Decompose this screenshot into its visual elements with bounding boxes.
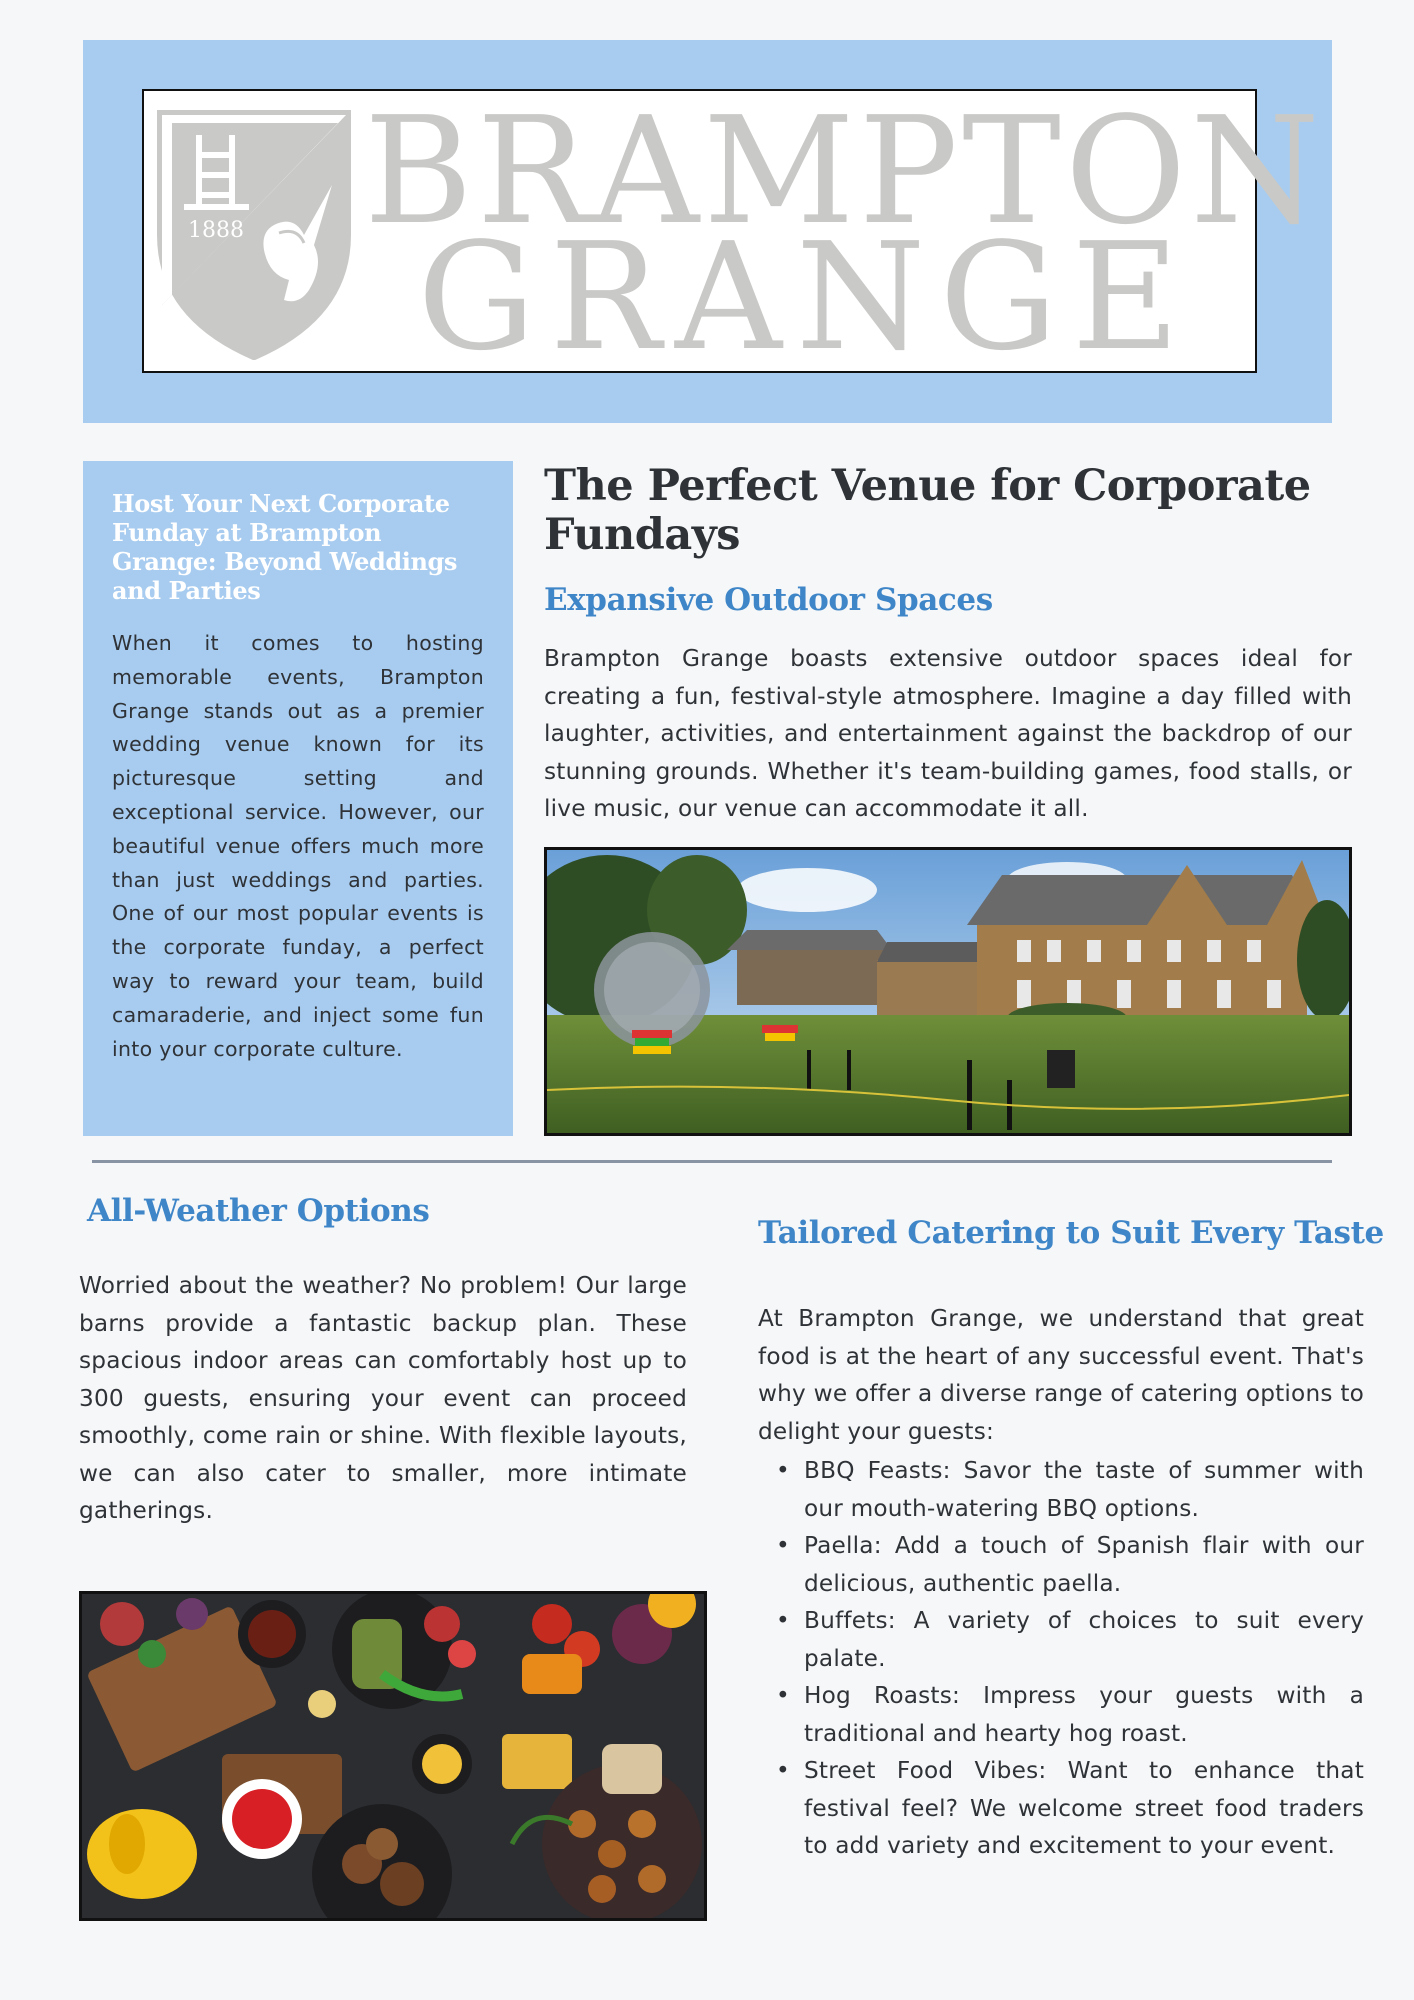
sidebar-title: Host Your Next Corporate Funday at Brampton Grange: Beyond Weddings and Parties [112,489,457,605]
logo-word-grange: GRANGE [417,211,1194,383]
bullet-icon: • [776,1532,790,1559]
bullet-icon: • [776,1607,790,1634]
outdoor-body: Brampton Grange boasts extensive outdoor spaces ideal for creating a fun, festival-style atmosphere. Imagine a day filled with laughter, activities, and entertainment against the backdrop of our stunning grounds. Whether it's team-building games, food stalls, or live music, our venue can accommodate it all. [544,645,1352,822]
logo-word-brampton: BRAMPTON [364,85,1324,257]
bbq-food-photo [79,1591,707,1921]
bullet-icon: • [776,1457,790,1484]
section-divider [92,1160,1332,1163]
shield-crest-icon [154,105,354,360]
venue-photo [544,847,1352,1136]
sidebar-intro-box [83,461,513,1136]
sidebar-body: When it comes to hosting memorable events, Brampton Grange stands out as a premier wedding venue known for its picturesque setting and exceptional service. However, our beautiful venue offers much more than just weddings and parties. One of our most popular events is the corporate funday, a perfect way to reward your team, build camaraderie, and inject some fun into your corporate culture. [112,631,484,1061]
bullet-icon: • [776,1757,790,1784]
page-title: The Perfect Venue for Corporate Fundays [544,461,1311,560]
list-item: • Hog Roasts: Impress your guests with a traditional and hearty hog roast. [758,1677,1364,1752]
list-item: • Street Food Vibes: Want to enhance that festival feel? We welcome street food traders to add variety and excitement to your event. [758,1752,1364,1865]
list-item: • Paella: Add a touch of Spanish flair with our delicious, authentic paella. [758,1527,1364,1602]
brampton-grange-logo [142,85,1324,383]
catering-section [758,1300,1364,1865]
weather-heading: All-Weather Options [87,1193,430,1229]
outdoor-heading: Expansive Outdoor Spaces [544,582,993,618]
catering-heading: Tailored Catering to Suit Every Taste [758,1215,1384,1251]
list-item: • Buffets: A variety of choices to suit every palate. [758,1602,1364,1677]
list-item: • BBQ Feasts: Savor the taste of summer with our mouth-watering BBQ options. [758,1452,1364,1527]
catering-list [758,1452,1364,1865]
catering-intro: At Brampton Grange, we understand that great food is at the heart of any successful event. That's why we offer a diverse range of catering options to delight your guests: [758,1305,1364,1445]
weather-body: Worried about the weather? No problem! Our large barns provide a fantastic backup plan. These spacious indoor areas can comfortably host up to 300 guests, ensuring your event can proceed smoothly, come rain or shine. With flexible layouts, we can also cater to smaller, more intimate gatherings. [79,1272,687,1524]
svg-text:1888: 1888 [188,218,244,243]
bullet-icon: • [776,1682,790,1709]
